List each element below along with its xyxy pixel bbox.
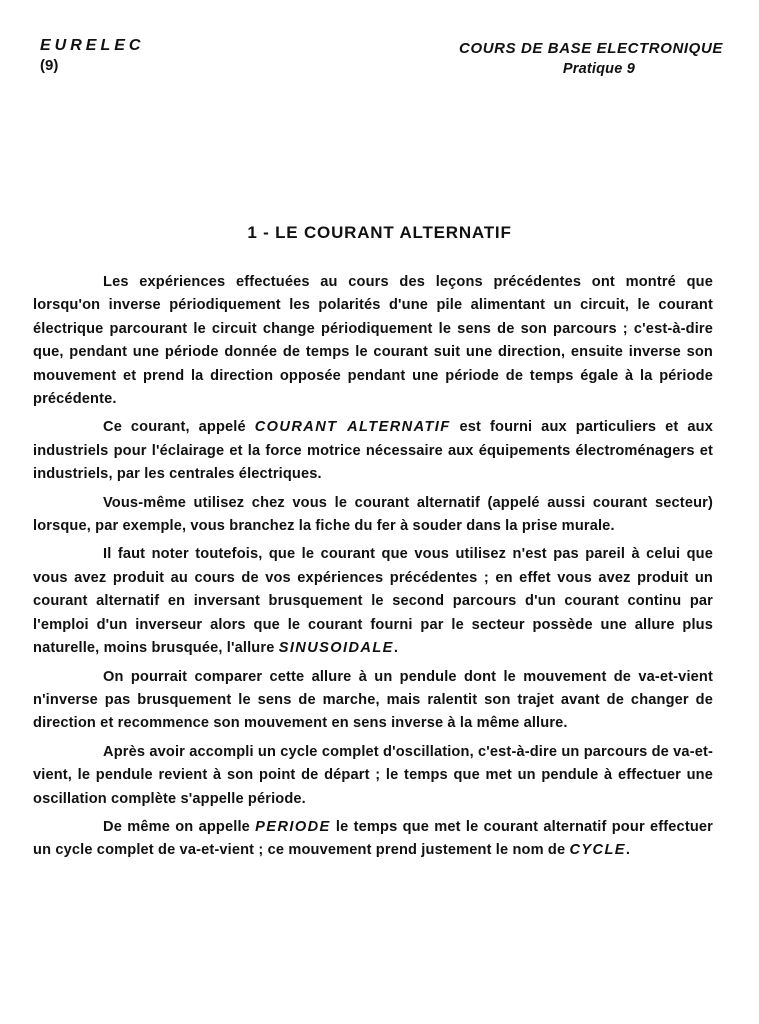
paragraph bbox=[33, 492, 713, 539]
paragraph-text: Après avoir accompli un cycle complet d'oscillation, c'est-à-dire un parcours de va-et-vient, le pendule revient à son point de départ ; le temps que met un pendule à effectuer une oscillation complète s'appelle période. bbox=[33, 743, 713, 807]
emphasis-term: SINUSOIDALE bbox=[278, 640, 394, 657]
body-text bbox=[33, 271, 713, 868]
paragraph bbox=[33, 816, 713, 863]
paragraph bbox=[33, 543, 713, 660]
paragraph-text: Ce courant, appelé bbox=[103, 419, 255, 436]
brand-name: EURELEC bbox=[40, 37, 145, 54]
emphasis-term: CYCLE bbox=[569, 842, 626, 859]
paragraph bbox=[33, 666, 713, 736]
emphasis-term: PERIODE bbox=[255, 818, 331, 835]
paragraph-text: . bbox=[393, 640, 399, 657]
paragraph bbox=[33, 741, 713, 811]
paragraph-text: Il faut noter toutefois, que le courant que vous utilisez n'est pas pareil à celui que vous avez produit au cours de vos expériences précédentes ; en effet vous avez produit un courant alternatif en inversant brusquement le second parcours d'un courant continu par l'emploi d'un inverseur alors que le courant fourni par le secteur possède une allure plus naturelle, moins brusquée, l'allure bbox=[33, 546, 713, 657]
paragraph-text: De même on appelle bbox=[103, 818, 256, 835]
emphasis-term: COURANT ALTERNATIF bbox=[254, 419, 451, 436]
header-left bbox=[40, 36, 144, 76]
paragraph bbox=[33, 416, 713, 486]
paragraph-text: Vous-même utilisez chez vous le courant alternatif (appelé aussi courant secteur) lorsque, par exemple, vous branchez la fiche du fer à souder dans la prise murale. bbox=[33, 494, 713, 535]
header-right bbox=[459, 38, 723, 80]
paragraph bbox=[33, 271, 713, 411]
course-title: COURS DE BASE ELECTRONIQUE bbox=[459, 40, 723, 57]
paragraph-text: . bbox=[625, 842, 631, 859]
practice-label: Pratique 9 bbox=[562, 61, 635, 77]
page-number: (9) bbox=[40, 57, 59, 74]
paragraph-text: On pourrait comparer cette allure à un pendule dont le mouvement de va-et-vient n'inverse pas brusquement le sens de marche, mais ralentit son trajet avant de changer de direction et recommence son mouvement en sens inverse à la même allure. bbox=[33, 668, 713, 732]
paragraph-text: le temps que met le courant alternatif pour effectuer un cycle complet de va-et-vient ; ce mouvement prend justement le nom de bbox=[33, 818, 713, 859]
paragraph-text: est fourni aux particuliers et aux industriels pour l'éclairage et la force motrice nécessaire aux équipements électroménagers et industriels, par les centrales électriques. bbox=[33, 419, 713, 483]
section-title: 1 - LE COURANT ALTERNATIF bbox=[247, 223, 512, 242]
paragraph-text: Les expériences effectuées au cours des leçons précédentes ont montré que lorsqu'on inverse périodiquement les polarités d'une pile alimentant un circuit, le courant électrique parcourant le circuit change périodiquement le sens de son parcours ; c'est-à-dire que, pendant une période donnée de temps le courant suit une direction, ensuite inverse son mouvement et prend la direction opposée pendant une période de temps égale à la période précédente. bbox=[33, 274, 713, 408]
